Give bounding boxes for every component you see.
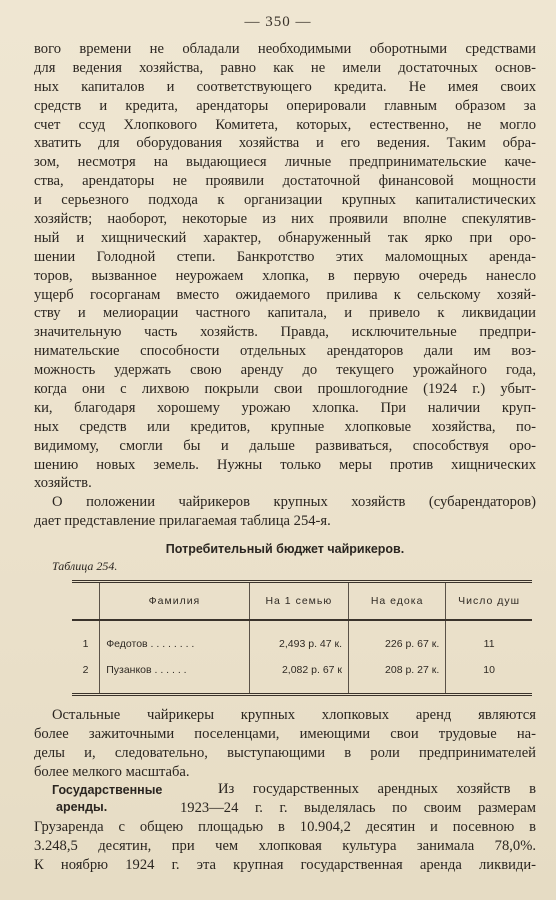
text-line: и серьезного подхода к организации крупных капиталистических xyxy=(34,192,536,209)
text-line: Остальные чайрикеры крупных хлопковых аренд являются xyxy=(52,707,536,724)
row-per-eater: 226 р. 67 к. xyxy=(349,620,446,657)
row-souls: 10 xyxy=(446,657,532,695)
text-line: торов, вызванное неурожаем хлопка, в первую очередь нанесло xyxy=(34,267,536,284)
text-line: видимому, смогли бы и дальше развиваться, способствуя оро- xyxy=(34,437,536,454)
paragraph-2 xyxy=(34,493,536,531)
text-line: ных капиталов и соответствующего кредита. Не имея своих xyxy=(34,78,536,95)
table-label: Таблица 254. xyxy=(52,559,118,574)
text-line: можность удержать свою аренду до текущего урожайного года, xyxy=(34,362,536,379)
text-line: нимательские способности отдельных арендаторов дали им воз- xyxy=(34,343,536,360)
text-line: более мелкого масштаба. xyxy=(34,763,190,780)
section-line: Из государственных арендных хозяйств в xyxy=(218,781,536,797)
header-num xyxy=(72,582,100,621)
table-title: Потребительный бюджет чайрикеров. xyxy=(165,542,405,557)
text-line: ущерб госорганам вместо ожидаемого прилива к сельскому хозяй- xyxy=(34,286,536,303)
row-name: Пузанков . . . . . . xyxy=(100,657,250,695)
table-row xyxy=(72,657,532,695)
row-per-family: 2,082 р. 67 к xyxy=(249,657,348,695)
text-line: О положении чайрикеров крупных хозяйств (субарендаторов) xyxy=(52,494,536,511)
text-line: когда они с лихвою покрыли свои прошлогодние (1924 г.) убыт- xyxy=(34,381,536,398)
header-souls: Число душ xyxy=(446,582,532,621)
text-line: зом, несмотря на выдающиеся личные предпринимательские каче- xyxy=(34,154,536,171)
paragraph-1 xyxy=(34,40,536,493)
section-heading xyxy=(52,782,192,816)
header-surname: Фамилия xyxy=(100,582,250,621)
text-line: более зажиточными поселенцами, имеющими свои трудовые на- xyxy=(34,726,536,743)
text-line: ству и мелиорации частного капитала, и привело к ликвидации xyxy=(34,305,536,322)
text-line: шению новых земель. Нужны только меры против хищнических xyxy=(34,456,536,473)
section-line: Грузаренда с общею площадью в 10.904,2 десятин и посевною в xyxy=(34,818,536,835)
page-number: — 350 — xyxy=(244,14,312,30)
row-per-eater: 208 р. 27 к. xyxy=(349,657,446,695)
text-line: ный и хищнический характер, обнаруженный так ярко при оро- xyxy=(34,229,536,246)
text-line: хозяйств; наоборот, некоторые из них проявили вполне спекулятив- xyxy=(34,211,536,228)
text-line: дает представление прилагаемая таблица 254-я. xyxy=(34,513,331,530)
budget-table xyxy=(72,580,532,696)
main-text xyxy=(34,40,536,782)
row-per-family: 2,493 р. 47 к. xyxy=(249,620,348,657)
header-per-eater: На едока xyxy=(349,582,446,621)
row-num: 2 xyxy=(82,664,89,677)
state-leases-section xyxy=(34,780,536,874)
row-souls: 11 xyxy=(446,620,532,657)
row-name: Федотов . . . . . . . . xyxy=(100,620,250,657)
section-line: К ноябрю 1924 г. эта крупная государственная аренда ликвиди- xyxy=(34,856,536,873)
text-line: средств и кредита, арендаторы оперировали главным образом за xyxy=(34,97,536,114)
row-num: 1 xyxy=(82,638,89,651)
section-heading-line-1: Государственные xyxy=(52,783,163,797)
text-line: ки, благодаря хорошему урожаю хлопка. При наличии круп- xyxy=(34,399,536,416)
paragraph-3 xyxy=(34,706,536,782)
table-row xyxy=(72,620,532,657)
text-line: вого времени не обладали необходимыми оборотными средствами xyxy=(34,41,536,57)
header-per-family: На 1 семью xyxy=(249,582,348,621)
text-line: ных средств или кредитов, крупные хлопковые хозяйства, по- xyxy=(34,418,536,435)
text-line: хозяйств. xyxy=(34,475,92,492)
text-line: шении Голодной степи. Банкротство этих маломощных аренда- xyxy=(34,248,536,265)
section-line: 1923—24 г. г. выделялась по своим размерам xyxy=(180,799,536,816)
text-line: ства, арендаторы не проявили достаточной финансовой мощности xyxy=(34,173,536,190)
text-line: значительную часть хозяйств. Правда, исключительные предпри- xyxy=(34,324,536,341)
text-line: счет ссуд Хлопкового Комитета, которых, естественно, не могло xyxy=(34,116,536,133)
table-header-row xyxy=(72,582,532,621)
text-line: для ведения хозяйства, равно как не имели достаточных основ- xyxy=(34,59,536,76)
section-line: 3.248,5 десятин, при чем хлопковая культура занимала 78,0%. xyxy=(34,837,536,854)
text-line: хватить для оборудования хозяйства и его ведения. Таким обра- xyxy=(34,135,536,152)
section-heading-line-2: аренды. xyxy=(56,800,108,814)
text-line: делы и, следовательно, выступающими в роли предпринимателей xyxy=(34,744,536,761)
